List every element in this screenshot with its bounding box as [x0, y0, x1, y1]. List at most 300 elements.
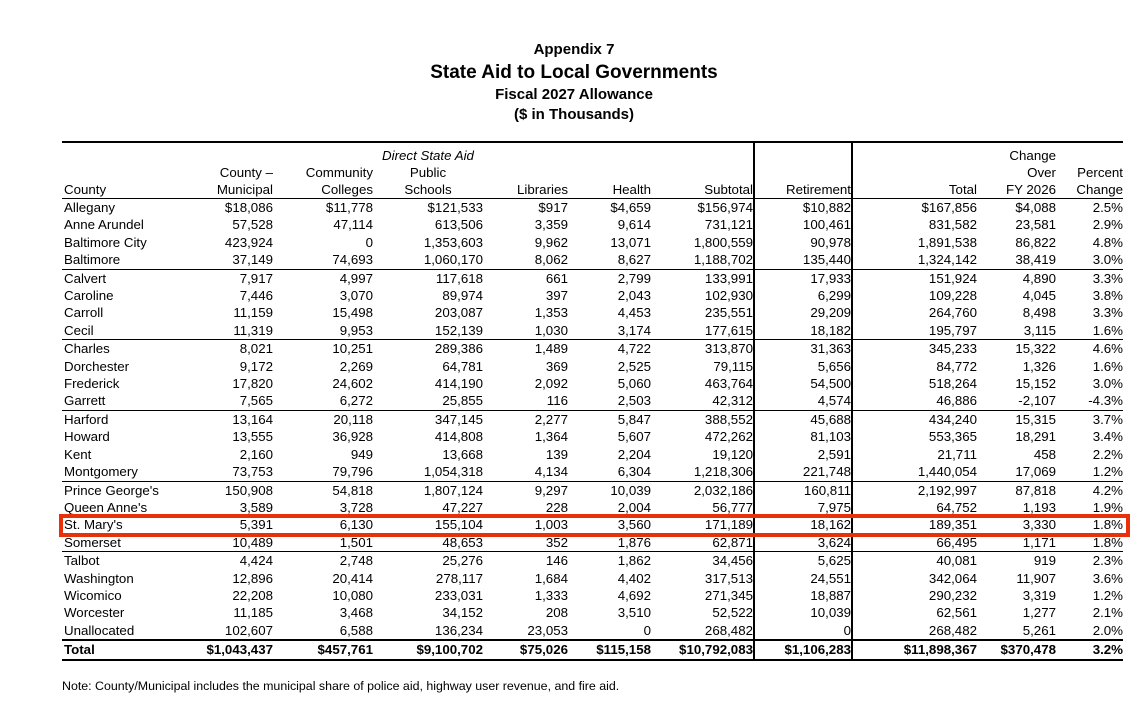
appendix-label: Appendix 7: [533, 41, 615, 58]
cell-county-municipal: 11,159: [233, 305, 273, 321]
cell-public-schools: 278,117: [435, 570, 483, 586]
cell-community-colleges: 36,928: [332, 429, 373, 445]
cell-community-colleges: 20,414: [332, 570, 373, 586]
header-row-2: [62, 164, 1123, 181]
cell-subtotal: 42,312: [712, 393, 753, 409]
header-public-schools-line1: Public: [409, 165, 447, 180]
cell-change: 8,498: [1022, 305, 1056, 321]
cell-health: 2,799: [568, 269, 651, 287]
cell-libraries: 1,684: [534, 570, 568, 586]
cell-county-municipal: 17,820: [232, 376, 273, 392]
cell-community-colleges: 2,748: [273, 552, 373, 570]
cell-libraries: 9,962: [534, 234, 568, 250]
cell-change: 1,326: [1022, 358, 1056, 374]
cell-percent: 3.8%: [1092, 288, 1123, 304]
cell-county: St. Mary's: [64, 517, 123, 533]
cell-percent: -4.3%: [1088, 393, 1123, 409]
header-retirement: Retirement: [754, 181, 852, 199]
table-row: [62, 552, 1123, 570]
cell-public-schools: 25,855: [442, 393, 483, 409]
cell-change: 17,069: [1015, 464, 1056, 480]
cell-county: Charles: [62, 340, 177, 358]
header-county: County: [64, 182, 107, 197]
cell-health: 13,071: [610, 234, 651, 250]
table-row: [62, 446, 1123, 463]
header-county-municipal-line2: Municipal: [216, 182, 273, 197]
cell-health: 2,525: [617, 358, 651, 374]
document-titles: [0, 0, 1148, 125]
cell-retirement: 18,162: [754, 516, 852, 533]
cell-percent: 3.7%: [1056, 410, 1123, 428]
cell-public-schools: 613,506: [434, 217, 483, 233]
cell-county: Queen Anne's: [64, 499, 148, 515]
cell-total: 46,886: [936, 393, 977, 409]
table-row: [62, 392, 1123, 410]
table-row: [62, 251, 1123, 269]
cell-county-municipal: 22,208: [232, 587, 273, 603]
cell-libraries: 2,092: [534, 376, 568, 392]
cell-total: 151,924: [852, 269, 977, 287]
cell-health: $4,659: [568, 199, 651, 217]
cell-public-schools: 1,054,318: [423, 464, 483, 480]
cell-retirement: 160,811: [754, 481, 852, 499]
cell-total-total: $11,898,367: [852, 640, 977, 659]
cell-libraries: 9,297: [483, 481, 568, 499]
cell-health: 4,402: [617, 570, 651, 586]
cell-subtotal: 34,456: [651, 552, 754, 570]
cell-subtotal: 268,482: [704, 622, 753, 638]
cell-community-colleges: 10,080: [332, 587, 373, 603]
cell-county: Somerset: [64, 534, 121, 550]
cell-county: Montgomery: [64, 464, 138, 480]
header-percent-line2: Change: [1076, 182, 1123, 197]
table-row: [62, 622, 1123, 640]
cell-subtotal: 102,930: [704, 288, 753, 304]
cell-percent: 1.2%: [1092, 464, 1123, 480]
cell-change: 38,419: [1015, 252, 1056, 268]
cell-county-municipal: 5,391: [239, 517, 273, 533]
cell-public-schools: 34,152: [442, 605, 483, 621]
cell-subtotal: 313,870: [651, 340, 754, 358]
footnote: Note: County/Municipal includes the municipal share of police aid, highway user revenue, and fire aid.: [62, 678, 620, 693]
cell-retirement: 90,978: [754, 234, 852, 251]
table-row: [62, 587, 1123, 604]
cell-change: 3,319: [1022, 587, 1056, 603]
header-libraries: Libraries: [517, 182, 568, 197]
cell-county: Frederick: [64, 376, 120, 392]
cell-county-municipal: 7,917: [177, 269, 273, 287]
cell-county-municipal: 11,319: [233, 322, 273, 338]
cell-public-schools: 289,386: [373, 340, 483, 358]
cell-public-schools: 233,031: [434, 587, 483, 603]
cell-county: Anne Arundel: [64, 217, 144, 233]
state-aid-table: [62, 141, 1123, 662]
header-row-3: [62, 181, 1123, 199]
cell-total: 195,797: [928, 322, 977, 338]
cell-total: 109,228: [928, 288, 977, 304]
cell-total: 553,365: [928, 429, 977, 445]
cell-change: 15,315: [977, 410, 1056, 428]
cell-health: 6,304: [617, 464, 651, 480]
cell-libraries: 146: [483, 552, 568, 570]
cell-community-colleges: 54,818: [273, 481, 373, 499]
cell-total: 62,561: [936, 605, 977, 621]
cell-libraries: 23,053: [527, 622, 568, 638]
cell-community-colleges: 0: [365, 234, 373, 250]
cell-libraries: 228: [545, 499, 568, 515]
cell-community-colleges: 6,588: [339, 622, 373, 638]
cell-change: 18,291: [1015, 429, 1056, 445]
cell-total: 21,711: [937, 446, 977, 462]
cell-total-change: $370,478: [977, 640, 1056, 659]
cell-county: Talbot: [62, 552, 177, 570]
cell-public-schools: 1,807,124: [373, 481, 483, 499]
cell-county-municipal: 13,555: [232, 429, 273, 445]
cell-health: 3,510: [617, 605, 651, 621]
cell-community-colleges: 3,070: [339, 288, 373, 304]
cell-percent: 3.6%: [1092, 570, 1123, 586]
cell-public-schools: 347,145: [373, 410, 483, 428]
table-row: [62, 340, 1123, 358]
cell-public-schools: 13,668: [442, 446, 483, 462]
cell-percent: 1.2%: [1092, 587, 1123, 603]
cell-total: 1,324,142: [917, 252, 977, 268]
cell-county-municipal: 12,896: [232, 570, 273, 586]
cell-community-colleges: 15,498: [332, 305, 373, 321]
cell-change: 3,330: [1022, 517, 1056, 533]
cell-community-colleges: 6,272: [339, 393, 373, 409]
page-units: ($ in Thousands): [514, 106, 634, 123]
cell-public-schools: 1,060,170: [423, 252, 483, 268]
header-community-colleges-line1: Community: [305, 165, 373, 180]
cell-percent: 4.2%: [1056, 481, 1123, 499]
cell-subtotal: 171,189: [704, 517, 753, 533]
cell-retirement: 31,363: [754, 340, 852, 358]
cell-percent: 3.0%: [1092, 376, 1123, 392]
cell-community-colleges: 4,997: [273, 269, 373, 287]
cell-total: 1,891,538: [917, 234, 977, 250]
header-row-1: [62, 147, 1123, 164]
cell-percent: 4.8%: [1092, 234, 1123, 250]
cell-county-municipal: 37,149: [232, 252, 273, 268]
cell-retirement: 5,625: [754, 552, 852, 570]
cell-community-colleges: 3,468: [339, 605, 373, 621]
cell-total: 264,760: [928, 305, 977, 321]
cell-county-municipal: 102,607: [224, 622, 273, 638]
cell-percent: 1.8%: [1092, 534, 1123, 550]
cell-county: Caroline: [64, 288, 114, 304]
cell-public-schools: 89,974: [442, 288, 483, 304]
cell-health: 2,004: [617, 499, 651, 515]
cell-public-schools: $121,533: [373, 199, 483, 217]
cell-health: 4,692: [617, 587, 651, 603]
cell-county: Howard: [64, 429, 110, 445]
cell-libraries: 139: [545, 446, 568, 462]
cell-county: Harford: [62, 410, 177, 428]
group-header-direct-state-aid: Direct State Aid: [382, 148, 474, 163]
table-row-total: [62, 640, 1123, 659]
cell-total-community-colleges: $457,761: [273, 640, 373, 659]
cell-public-schools: 47,227: [442, 499, 483, 515]
cell-subtotal: 133,991: [651, 269, 754, 287]
cell-public-schools: 136,234: [434, 622, 483, 638]
cell-percent: 2.1%: [1092, 605, 1123, 621]
cell-retirement: 17,933: [754, 269, 852, 287]
cell-county-municipal: 13,164: [177, 410, 273, 428]
page-title: State Aid to Local Governments: [430, 62, 718, 83]
cell-community-colleges: 24,602: [332, 376, 373, 392]
cell-public-schools: 203,087: [434, 305, 483, 321]
table-row: [62, 358, 1123, 375]
header-public-schools-line2: Schools: [404, 182, 452, 197]
cell-health: 0: [643, 622, 651, 638]
cell-libraries: 1,353: [534, 305, 568, 321]
cell-change: 23,581: [1015, 217, 1056, 233]
cell-retirement: 6,299: [754, 287, 852, 304]
cell-subtotal: 2,032,186: [651, 481, 754, 499]
cell-community-colleges: 79,796: [332, 464, 373, 480]
cell-county: Cecil: [64, 322, 94, 338]
cell-total: 64,752: [936, 499, 977, 515]
cell-public-schools: 48,653: [442, 534, 483, 550]
cell-total: 1,440,054: [917, 464, 977, 480]
cell-health: 4,722: [568, 340, 651, 358]
cell-retirement: 18,887: [754, 587, 852, 604]
table-bottom-rule: [62, 660, 1123, 662]
cell-libraries: 2,277: [483, 410, 568, 428]
cell-health: 5,607: [617, 429, 651, 445]
cell-libraries: 4,134: [534, 464, 568, 480]
cell-community-colleges: 2,269: [339, 358, 373, 374]
cell-retirement: 135,440: [754, 251, 852, 269]
table-row: [62, 428, 1123, 445]
cell-change: 15,152: [1015, 376, 1056, 392]
cell-change: 11,907: [1016, 570, 1056, 586]
table-row: [62, 410, 1123, 428]
cell-percent: 2.2%: [1092, 446, 1123, 462]
cell-county-municipal: 2,160: [239, 446, 273, 462]
cell-public-schools: 1,353,603: [423, 234, 483, 250]
header-percent-line1: Percent: [1077, 165, 1123, 180]
cell-county: Worcester: [64, 605, 125, 621]
cell-county: Garrett: [64, 393, 106, 409]
cell-total: 290,232: [928, 587, 977, 603]
cell-subtotal: 79,115: [713, 358, 753, 374]
cell-change: 3,115: [1023, 322, 1056, 338]
cell-total-percent: 3.2%: [1056, 640, 1123, 659]
cell-community-colleges: 10,251: [273, 340, 373, 358]
cell-subtotal: 731,121: [704, 217, 753, 233]
cell-libraries: 1,030: [534, 322, 568, 338]
table-row: [62, 287, 1123, 304]
header-subtotal: Subtotal: [704, 182, 753, 197]
cell-retirement: 221,748: [754, 463, 852, 481]
cell-county: Wicomico: [64, 587, 122, 603]
cell-change: -2,107: [1018, 393, 1056, 409]
cell-county: Carroll: [64, 305, 104, 321]
cell-county: Allegany: [62, 199, 177, 217]
cell-community-colleges: 9,953: [339, 322, 373, 338]
cell-county: Calvert: [62, 269, 177, 287]
cell-change: $4,088: [977, 199, 1056, 217]
cell-subtotal: 62,871: [712, 534, 753, 550]
cell-percent: 1.8%: [1092, 517, 1123, 533]
cell-total: $167,856: [852, 199, 977, 217]
cell-change: 4,045: [1022, 288, 1056, 304]
cell-total: 66,495: [936, 534, 977, 550]
cell-percent: 2.0%: [1092, 622, 1123, 638]
cell-retirement: 81,103: [754, 428, 852, 445]
table-row: [62, 304, 1123, 321]
cell-subtotal: 1,800,559: [693, 234, 753, 250]
cell-total: 345,233: [852, 340, 977, 358]
table-row: [62, 534, 1123, 552]
cell-percent: 3.3%: [1056, 269, 1123, 287]
table-body: [62, 199, 1123, 662]
cell-health: 5,847: [568, 410, 651, 428]
header-change-line1: Change: [1009, 148, 1056, 163]
table-row: [62, 570, 1123, 587]
cell-community-colleges: 74,693: [332, 252, 373, 268]
cell-change: 1,193: [1022, 499, 1056, 515]
cell-change: 5,261: [1022, 622, 1056, 638]
cell-change: 458: [1033, 446, 1056, 462]
table-row: [62, 199, 1123, 217]
cell-county-municipal: 57,528: [232, 217, 273, 233]
header-change-line2: Over: [1027, 165, 1056, 180]
cell-total: 434,240: [852, 410, 977, 428]
table-row: [62, 269, 1123, 287]
cell-community-colleges: 949: [350, 446, 373, 462]
cell-subtotal: 463,764: [704, 376, 753, 392]
cell-retirement: 2,591: [754, 446, 852, 463]
cell-subtotal: 177,615: [704, 322, 753, 338]
table-row: [62, 516, 1123, 533]
table-header: [62, 142, 1123, 199]
cell-county: Unallocated: [64, 622, 135, 638]
cell-retirement: 10,039: [754, 604, 852, 621]
cell-health: 3,174: [617, 322, 651, 338]
cell-change: 919: [977, 552, 1056, 570]
cell-community-colleges: $11,778: [273, 199, 373, 217]
header-total: Total: [948, 182, 977, 197]
cell-percent: 1.9%: [1092, 499, 1123, 515]
cell-total-public-schools: $9,100,702: [373, 640, 483, 659]
cell-total-health: $115,158: [568, 640, 651, 659]
cell-public-schools: 25,276: [373, 552, 483, 570]
cell-total: 2,192,997: [852, 481, 977, 499]
cell-subtotal: 19,120: [712, 446, 753, 462]
cell-community-colleges: 20,118: [273, 410, 373, 428]
table-row: [62, 375, 1123, 392]
cell-libraries: 3,359: [534, 217, 568, 233]
cell-total: 84,772: [936, 358, 977, 374]
cell-change: 1,171: [1022, 534, 1056, 550]
cell-county-municipal: 11,185: [233, 605, 273, 621]
cell-county: Kent: [64, 446, 92, 462]
cell-total: 831,582: [928, 217, 977, 233]
cell-county: Washington: [64, 570, 134, 586]
cell-retirement: 29,209: [754, 304, 852, 321]
cell-total-libraries: $75,026: [483, 640, 568, 659]
cell-total-label: Total: [62, 640, 177, 659]
cell-health: 1,862: [568, 552, 651, 570]
cell-subtotal: 235,551: [704, 305, 753, 321]
cell-percent: 2.3%: [1056, 552, 1123, 570]
cell-public-schools: 117,618: [373, 269, 483, 287]
cell-percent: 2.5%: [1056, 199, 1123, 217]
cell-public-schools: 152,139: [434, 322, 483, 338]
cell-community-colleges: 47,114: [333, 217, 373, 233]
cell-percent: 3.0%: [1092, 252, 1123, 268]
cell-public-schools: 155,104: [434, 517, 483, 533]
table-row: [62, 463, 1123, 481]
cell-libraries: 1,333: [534, 587, 568, 603]
cell-county-municipal: 3,589: [239, 499, 273, 515]
cell-libraries: 208: [545, 605, 568, 621]
cell-retirement: 24,551: [754, 570, 852, 587]
cell-total: 40,081: [852, 552, 977, 570]
cell-libraries: 1,489: [483, 340, 568, 358]
cell-community-colleges: 3,728: [339, 499, 373, 515]
cell-county-municipal: 8,021: [177, 340, 273, 358]
cell-public-schools: 64,781: [442, 358, 483, 374]
cell-county-municipal: 423,924: [224, 234, 273, 250]
cell-total: 268,482: [928, 622, 977, 638]
cell-percent: 4.6%: [1056, 340, 1123, 358]
cell-subtotal: 52,522: [712, 605, 753, 621]
header-change-line3: FY 2026: [1005, 182, 1056, 197]
cell-health: 10,039: [568, 481, 651, 499]
cell-total-retirement: $1,106,283: [754, 640, 852, 659]
cell-libraries: 397: [545, 288, 568, 304]
cell-retirement: $10,882: [754, 199, 852, 217]
cell-percent: 1.6%: [1092, 322, 1123, 338]
cell-percent: 3.3%: [1092, 305, 1123, 321]
cell-retirement: 45,688: [754, 410, 852, 428]
cell-subtotal: 472,262: [704, 429, 753, 445]
cell-county-municipal: 7,446: [239, 288, 273, 304]
cell-health: 1,876: [617, 534, 651, 550]
cell-public-schools: 414,190: [434, 376, 483, 392]
cell-retirement: 100,461: [754, 216, 852, 233]
table-row: [62, 604, 1123, 621]
cell-county: Prince George's: [62, 481, 177, 499]
cell-total-subtotal: $10,792,083: [651, 640, 754, 659]
cell-health: 8,627: [617, 252, 651, 268]
table-container: [62, 141, 1123, 662]
cell-county-municipal: $18,086: [177, 199, 273, 217]
cell-total: 189,351: [928, 517, 977, 533]
table-row: [62, 481, 1123, 499]
cell-subtotal: 1,218,306: [693, 464, 753, 480]
cell-total: 518,264: [928, 376, 977, 392]
cell-change: 1,277: [1022, 605, 1056, 621]
cell-subtotal: 1,188,702: [693, 252, 753, 268]
page-subtitle: Fiscal 2027 Allowance: [495, 86, 653, 103]
cell-health: 3,560: [617, 517, 651, 533]
cell-county-municipal: 7,565: [239, 393, 273, 409]
cell-retirement: 7,975: [754, 499, 852, 516]
cell-health: 2,503: [617, 393, 651, 409]
table-row: [62, 216, 1123, 233]
cell-county-municipal: 9,172: [239, 358, 273, 374]
cell-percent: 1.6%: [1092, 358, 1123, 374]
cell-retirement: 5,656: [754, 358, 852, 375]
table-row: [62, 322, 1123, 340]
cell-libraries: 1,364: [534, 429, 568, 445]
header-community-colleges-line2: Colleges: [321, 182, 373, 197]
